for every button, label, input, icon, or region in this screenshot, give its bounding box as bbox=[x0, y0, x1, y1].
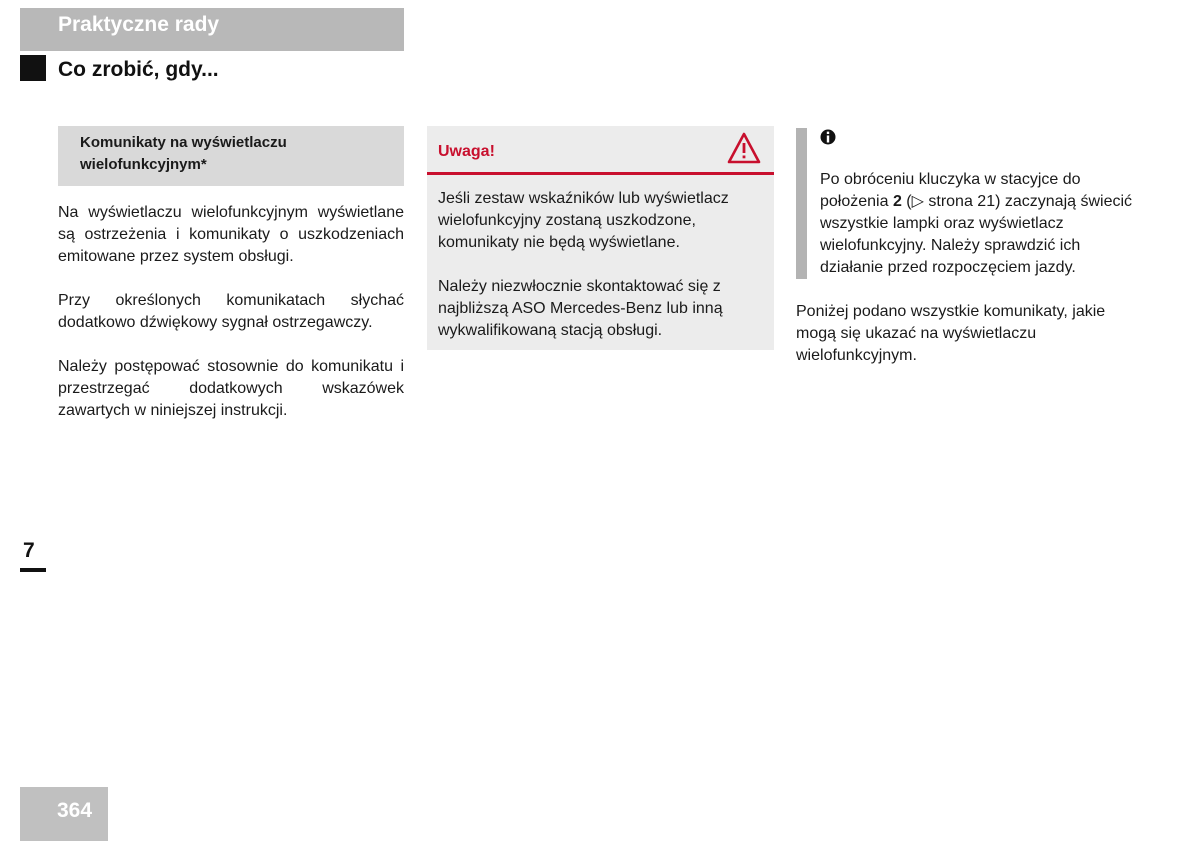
warning-triangle-icon bbox=[727, 132, 761, 164]
warning-paragraph: Jeśli zestaw wskaźników lub wyświetlacz wielofunkcyjny zostaną uszkodzone, komunikaty nie będą wyświetlane. bbox=[438, 190, 729, 251]
warning-label: Uwaga! bbox=[438, 143, 495, 160]
info-text-start: Po obróceniu kluczyka w stacyjce do położenia bbox=[820, 171, 1081, 210]
info-box bbox=[796, 128, 1144, 279]
column-right bbox=[796, 126, 1144, 367]
chapter-number: 7 bbox=[23, 539, 35, 562]
info-icon bbox=[820, 128, 836, 146]
subheading-line-2: wielofunkcyjnym* bbox=[80, 156, 207, 173]
info-sidebar bbox=[796, 128, 807, 279]
body-paragraph: Należy postępować stosownie do komunikatu i przestrzegać dodatkowych wskazówek zawartych w niniejszej instrukcji. bbox=[58, 358, 404, 419]
chapter-header-title: Praktyczne rady bbox=[58, 13, 220, 36]
section-marker bbox=[20, 55, 46, 81]
info-paragraph bbox=[820, 169, 1144, 279]
body-paragraph: Przy określonych komunikatach słychać dodatkowo dźwiękowy sygnał ostrzegawczy. bbox=[58, 292, 404, 331]
warning-box bbox=[427, 126, 774, 350]
subheading-box bbox=[58, 126, 404, 186]
body-paragraph: Na wyświetlaczu wielofunkcyjnym wyświetlane są ostrzeżenia i komunikaty o uszkodzeniach emitowane przez system obsługi. bbox=[58, 204, 404, 265]
chapter-header-bar bbox=[20, 8, 404, 51]
column-left bbox=[58, 126, 404, 422]
subheading-line-1: Komunikaty na wyświetlaczu bbox=[80, 134, 287, 151]
info-text-end: (▷ strona 21) zaczynają świecić wszystkie lampki oraz wyświetlacz wielofunkcyjny. Należy sprawdzić ich działanie przed rozpoczęciem jazdy. bbox=[820, 193, 1133, 276]
page-number-box bbox=[20, 787, 108, 841]
chapter-tab bbox=[20, 539, 46, 572]
page-number: 364 bbox=[57, 799, 93, 822]
body-paragraph: Poniżej podano wszystkie komunikaty, jakie mogą się ukazać na wyświetlaczu wielofunkcyjnym. bbox=[796, 303, 1106, 364]
warning-header bbox=[427, 126, 774, 175]
info-text-bold: 2 bbox=[892, 193, 902, 210]
section-title: Co zrobić, gdy... bbox=[58, 58, 219, 81]
warning-paragraph: Należy niezwłocznie skontaktować się z najbliższą ASO Mercedes-Benz lub inną wykwalifikowaną stacją obsługi. bbox=[438, 278, 723, 339]
